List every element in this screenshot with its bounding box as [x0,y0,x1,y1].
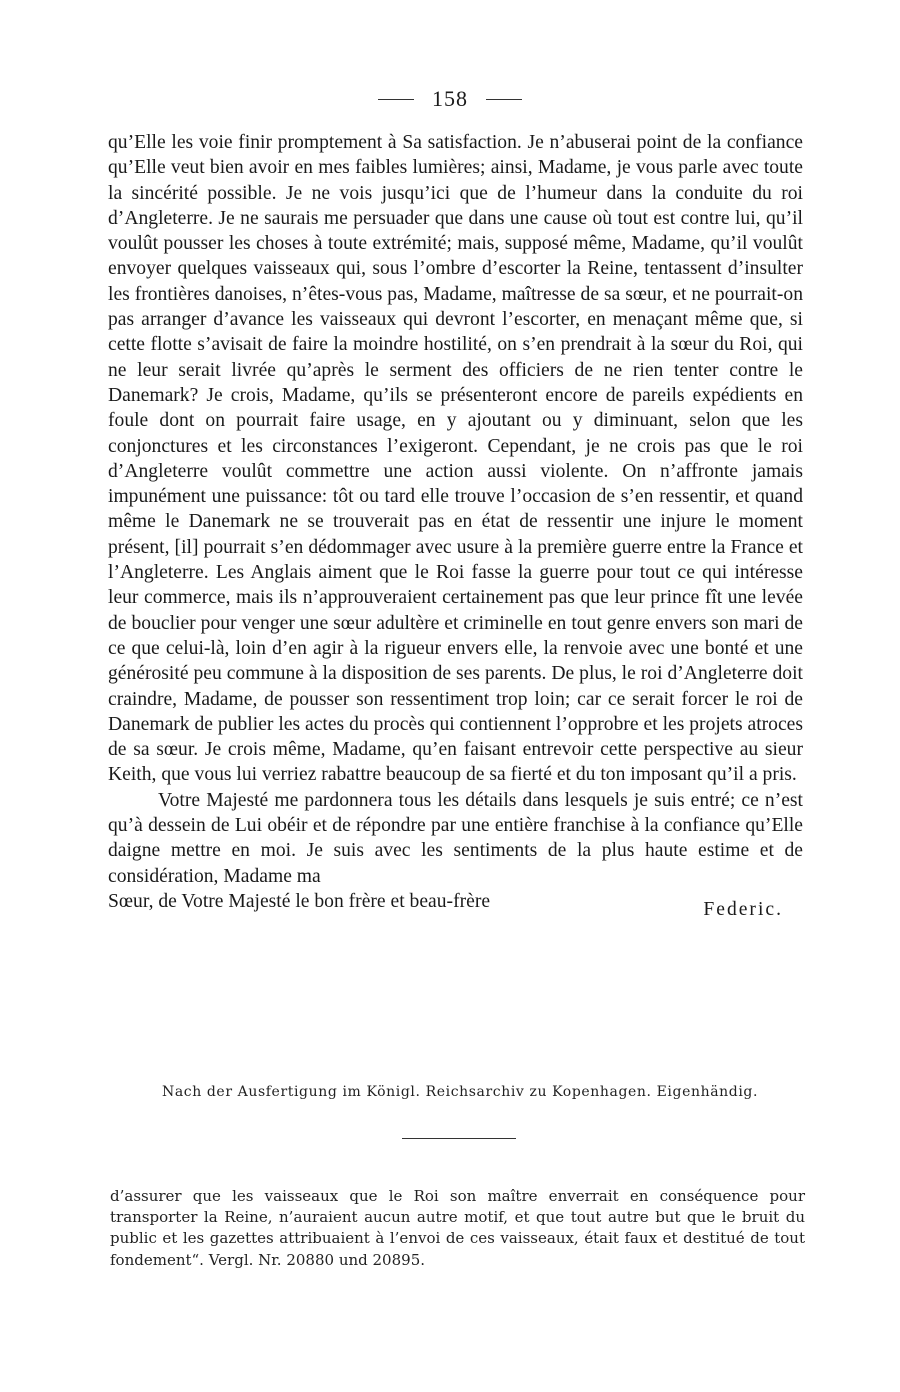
source-note: Nach der Ausfertigung im Königl. Reichsarchiv zu Kopenhagen. Eigenhändig. [161,1084,759,1100]
header-dash-right [486,99,522,100]
page-header [0,82,900,116]
footnote-separator-rule [402,1138,516,1139]
letter-paragraph-2: Votre Majesté me pardonnera tous les détails dans lesquels je suis entré; ce n’est qu’à dessein de Lui obéir et de répondre par une entière franchise à la confiance qu’Elle daigne mettre en moi. Je suis avec les sentiments de la plus haute estime et de considération, Madame ma [108,789,803,887]
signature: Federic. [703,898,783,920]
letter-body [108,130,803,920]
header-dash-left [378,99,414,100]
page-number: 158 [432,86,468,111]
closing-line [108,889,803,920]
closing-text: Sœur, de Votre Majesté le bon frère et beau-frère [108,890,491,912]
footnote: d’assurer que les vaisseaux que le Roi son maître enverrait en conséquence pour transporter la Reine, n’auraient aucun autre motif, et que tout autre but que le bruit du public et les gazettes attribuaient à l’envoi de ces vaisseaux, était faux et destitué de tout fondement“. Vergl. Nr. 20880 und 20895. [110,1187,805,1269]
letter-paragraph-1: qu’Elle les voie finir promptement à Sa satisfaction. Je n’abuserai point de la confiance qu’Elle veut bien avoir en mes faibles lumières; ainsi, Madame, je vous parle avec toute la sincérité possible. Je ne vois jusqu’ici que de l’humeur dans la conduite du roi d’Angleterre. Je ne saurais me persuader que dans une cause où tout est contre lui, qu’il voulût pousser les choses à toute extrémité; mais, supposé même, Madame, qu’il voulût envoyer quelques vaisseaux qui, sous l’ombre d’escorter la Reine, tentassent d’insulter les frontières danoises, n’êtes-vous pas, Madame, maîtresse de sa sœur, et ne pourrait-on pas arranger d’avance les vaisseaux qui devront l’escorter, en menaçant même que, si cette flotte s’avisait de faire la moindre hostilité, on s’en prendrait à la sœur du Roi, qui ne leur serait livrée qu’après le serment des officiers de ne rien tenter contre le Danemark? Je crois, Madame, qu’ils se présenteront encore de pareils expédients en foule dont on pourrait faire usage, en y ajoutant ou y diminuant, selon que les conjonctures et les circonstances l’exigeront. Cependant, je ne crois pas que le roi d’Angleterre voulût commettre une action aussi violente. On n’affronte jamais impunément une puissance: tôt ou tard elle trouve l’occasion de s’en ressentir, et quand même le Danemark ne se trouverait pas en état de ressentir une injure le moment présent, [il] pourrait s’en dédommager avec usure à la première guerre entre la France et l’Angleterre. Les Anglais aiment que le Roi fasse la guerre pour tout ce qui intéresse leur commerce, mais ils n’approuveraient certainement pas que leur prince fît une levée de bouclier pour venger une sœur adultère et criminelle en tout genre envers son mari de ce que celui-là, loin d’en agir à la rigueur envers elle, la renvoie avec une bonté et une générosité peu commune à la disposition de ses parents. De plus, le roi d’Angleterre doit craindre, Madame, de pousser son ressentiment trop loin; car ce serait forcer le roi de Danemark de publier les actes du procès qui contiennent l’opprobre et les projets atroces de sa sœur. Je crois même, Madame, qu’en faisant entrevoir cette perspective au sieur Keith, que vous lui verriez rabattre beaucoup de sa fierté et du ton imposant qu’il a pris. [108,132,803,786]
